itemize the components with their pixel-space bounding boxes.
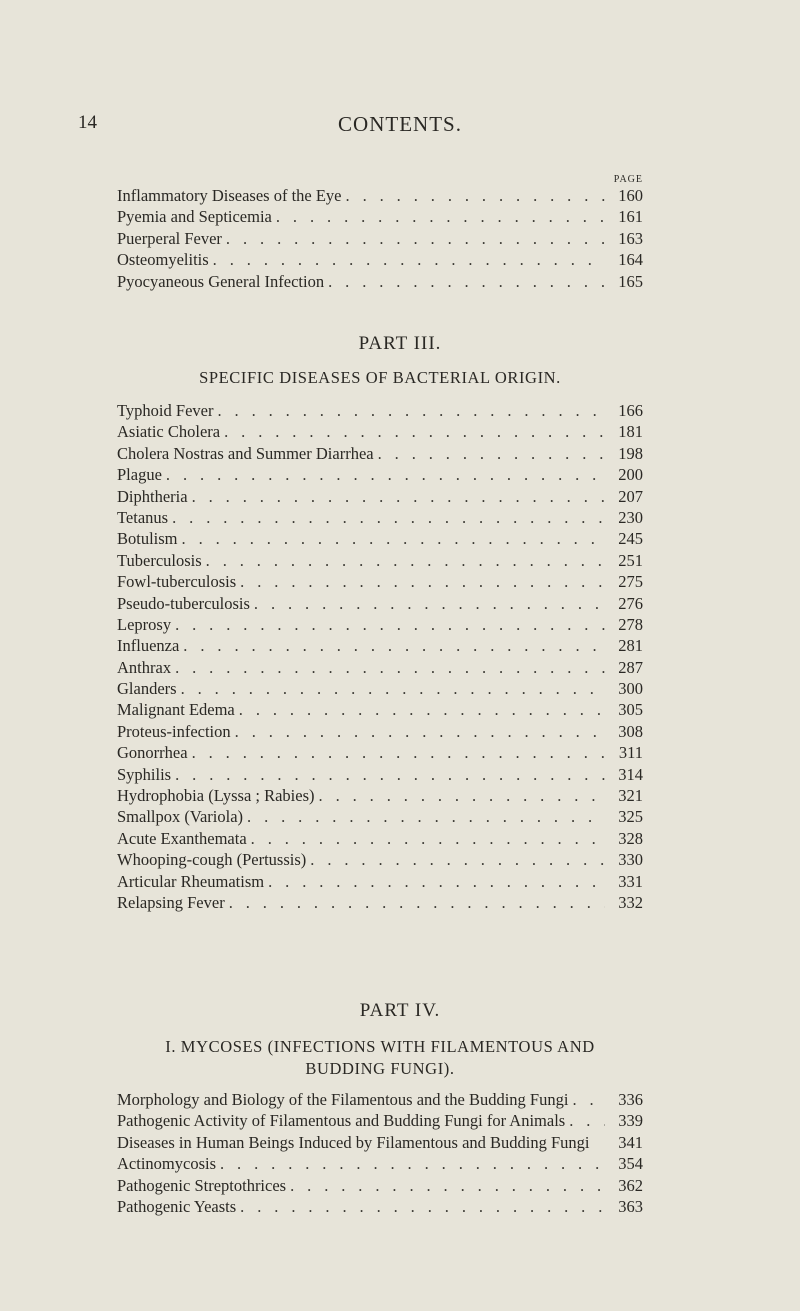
toc-entry: [117, 422, 643, 443]
page-number: 14: [78, 112, 97, 133]
leader-dots: [235, 722, 605, 742]
entry-title: Inflammatory Diseases of the Eye: [117, 186, 342, 205]
leader-dots: [175, 765, 605, 785]
leader-dots: [276, 207, 605, 227]
toc-entry: [117, 636, 643, 657]
entry-page: 308: [618, 721, 643, 741]
toc-entry: [117, 807, 643, 828]
toc-entry: [117, 529, 643, 550]
entry-page: 287: [618, 657, 643, 677]
entry-page: 314: [618, 764, 643, 784]
toc-entry: [117, 508, 643, 529]
page-header: [0, 112, 800, 142]
entry-page: 198: [618, 443, 643, 463]
leader-dots: [220, 1154, 605, 1174]
entry-page: 200: [618, 465, 643, 485]
toc-entry: [117, 893, 643, 914]
toc-entry: [117, 850, 643, 871]
part3-subtitle: SPECIFIC DISEASES OF BACTERIAL ORIGIN.: [199, 368, 561, 387]
entry-title: Cholera Nostras and Summer Diarrhea: [117, 443, 374, 463]
entry-title: Articular Rheumatism: [117, 871, 265, 891]
toc-entry: [117, 229, 643, 250]
toc-part3: [117, 401, 643, 914]
entry-page: 332: [618, 892, 643, 912]
entry-page: 230: [618, 507, 643, 527]
toc-entry: [117, 551, 643, 572]
leader-dots: [251, 829, 605, 849]
part4-title: PART IV.: [359, 1000, 441, 1021]
entry-page: 181: [618, 422, 643, 442]
leader-dots: [206, 551, 605, 571]
entry-title: Pyemia and Septicemia: [117, 207, 272, 227]
entry-page: 276: [618, 593, 643, 613]
leader-dots: [310, 850, 605, 870]
entry-title: Hydrophobia (Lyssa ; Rabies): [117, 786, 315, 806]
entry-page: 354: [618, 1154, 643, 1174]
running-title: CONTENTS.: [338, 112, 462, 136]
entry-page: 300: [618, 679, 643, 699]
entry-page: 166: [618, 401, 643, 420]
entry-title: Proteus-infection: [117, 721, 231, 741]
entry-page: 330: [618, 850, 643, 870]
toc-entry: [117, 465, 643, 486]
toc-entry: [117, 1090, 643, 1111]
entry-page: 164: [618, 250, 643, 270]
part4-subtitle-line1: I. MYCOSES (INFECTIONS WITH FILAMENTOUS AND: [165, 1037, 595, 1056]
toc-entry: [117, 1176, 643, 1197]
entry-title: Fowl-tuberculosis: [117, 572, 237, 592]
entry-title: Pathogenic Yeasts: [117, 1196, 237, 1216]
entry-title: Osteomyelitis: [117, 250, 209, 270]
leader-dots: [346, 186, 605, 206]
entry-page: 341: [618, 1132, 643, 1152]
leader-dots: [240, 572, 605, 592]
entry-title: Pseudo-tuberculosis: [117, 593, 250, 613]
toc-entry: [117, 1111, 643, 1132]
toc-entry: [117, 594, 643, 615]
entry-page: 363: [618, 1196, 643, 1216]
entry-title: Pathogenic Streptothrices: [117, 1175, 287, 1195]
page-column-label: PAGE: [613, 174, 643, 185]
leader-dots: [192, 743, 605, 763]
leader-dots: [572, 1090, 605, 1110]
toc-entry: [117, 1133, 643, 1154]
entry-page: 331: [618, 871, 643, 891]
entry-page: 161: [618, 207, 643, 227]
toc-part4: [117, 1090, 643, 1218]
part3-title: PART III.: [358, 333, 442, 354]
toc-entry: [117, 658, 643, 679]
entry-title: Plague: [117, 465, 162, 485]
leader-dots: [182, 529, 605, 549]
part4-subtitle-line2: BUDDING FUNGI).: [305, 1059, 455, 1078]
entry-title: Diphtheria: [117, 486, 188, 506]
entry-title: Leprosy: [117, 614, 172, 634]
leader-dots: [226, 229, 605, 249]
toc-entry: [117, 1197, 643, 1218]
entry-title: Anthrax: [117, 657, 172, 677]
entry-page: 281: [618, 636, 643, 656]
entry-title: Whooping-cough (Pertussis): [117, 850, 307, 870]
toc-entry: [117, 700, 643, 721]
toc-entry: [117, 786, 643, 807]
entry-title: Influenza: [117, 636, 180, 656]
entry-page: 165: [618, 271, 643, 291]
entry-page: 251: [618, 550, 643, 570]
toc-entry: [117, 272, 643, 293]
leader-dots: [378, 444, 605, 464]
leader-dots: [240, 1197, 605, 1217]
leader-dots: [172, 508, 605, 528]
entry-title: Pyocyaneous General Infection: [117, 271, 325, 291]
toc-entry: [117, 615, 643, 636]
leader-dots: [192, 487, 605, 507]
toc-entry: [117, 829, 643, 850]
entry-page: 207: [618, 486, 643, 506]
entry-page: 245: [618, 529, 643, 549]
entry-title: Syphilis: [117, 764, 172, 784]
leader-dots: [175, 658, 605, 678]
leader-dots: [328, 272, 605, 292]
leader-dots: [254, 594, 605, 614]
entry-page: 305: [618, 700, 643, 720]
entry-title: Tuberculosis: [117, 550, 202, 570]
toc-entry: [117, 487, 643, 508]
toc-entry: [117, 743, 643, 764]
entry-title: Puerperal Fever: [117, 228, 222, 248]
entry-page: 336: [618, 1090, 643, 1109]
leader-dots: [319, 786, 605, 806]
entry-title: Asiatic Cholera: [117, 422, 221, 442]
entry-title: Acute Exanthemata: [117, 828, 247, 848]
leader-dots: [181, 679, 605, 699]
entry-page: 321: [618, 786, 643, 806]
entry-title: Relapsing Fever: [117, 892, 225, 912]
toc-entry: [117, 250, 643, 271]
entry-page: 311: [618, 743, 643, 763]
leader-dots: [569, 1111, 605, 1131]
entry-title: Gonorrhea: [117, 743, 188, 763]
toc-entry: [117, 572, 643, 593]
toc-part2-tail: [117, 186, 643, 293]
entry-title: Tetanus: [117, 507, 169, 527]
leader-dots: [247, 807, 605, 827]
leader-dots: [290, 1176, 605, 1196]
entry-title: Pathogenic Activity of Filamentous and Budding Fungi for Animals: [117, 1111, 566, 1131]
entry-title: Typhoid Fever: [117, 401, 214, 420]
toc-entry: [117, 679, 643, 700]
entry-page: 325: [618, 807, 643, 827]
entry-page: 275: [618, 572, 643, 592]
leader-dots: [175, 615, 605, 635]
entry-page: 278: [618, 614, 643, 634]
entry-title: Malignant Edema: [117, 700, 235, 720]
toc-entry: [117, 765, 643, 786]
toc-entry: [117, 186, 643, 207]
entry-title: Diseases in Human Beings Induced by Filamentous and Budding Fungi: [117, 1132, 590, 1152]
toc-entry: [117, 401, 643, 422]
toc-entry: [117, 1154, 643, 1175]
leader-dots: [183, 636, 605, 656]
entry-title: Actinomycosis: [117, 1154, 216, 1174]
leader-dots: [268, 872, 605, 892]
leader-dots: [229, 893, 605, 913]
entry-title: Morphology and Biology of the Filamentous and the Budding Fungi: [117, 1090, 569, 1109]
entry-page: 362: [618, 1175, 643, 1195]
entry-page: 339: [618, 1111, 643, 1131]
toc-entry: [117, 872, 643, 893]
leader-dots: [166, 465, 605, 485]
entry-page: 328: [618, 828, 643, 848]
toc-entry: [117, 207, 643, 228]
entry-title: Smallpox (Variola): [117, 807, 244, 827]
toc-entry: [117, 722, 643, 743]
leader-dots: [239, 700, 605, 720]
entry-title: Glanders: [117, 679, 177, 699]
leader-dots: [217, 401, 605, 421]
toc-entry: [117, 444, 643, 465]
leader-dots: [224, 422, 605, 442]
leader-dots: [213, 250, 605, 270]
entry-page: 163: [618, 228, 643, 248]
entry-title: Botulism: [117, 529, 178, 549]
entry-page: 160: [618, 186, 643, 205]
